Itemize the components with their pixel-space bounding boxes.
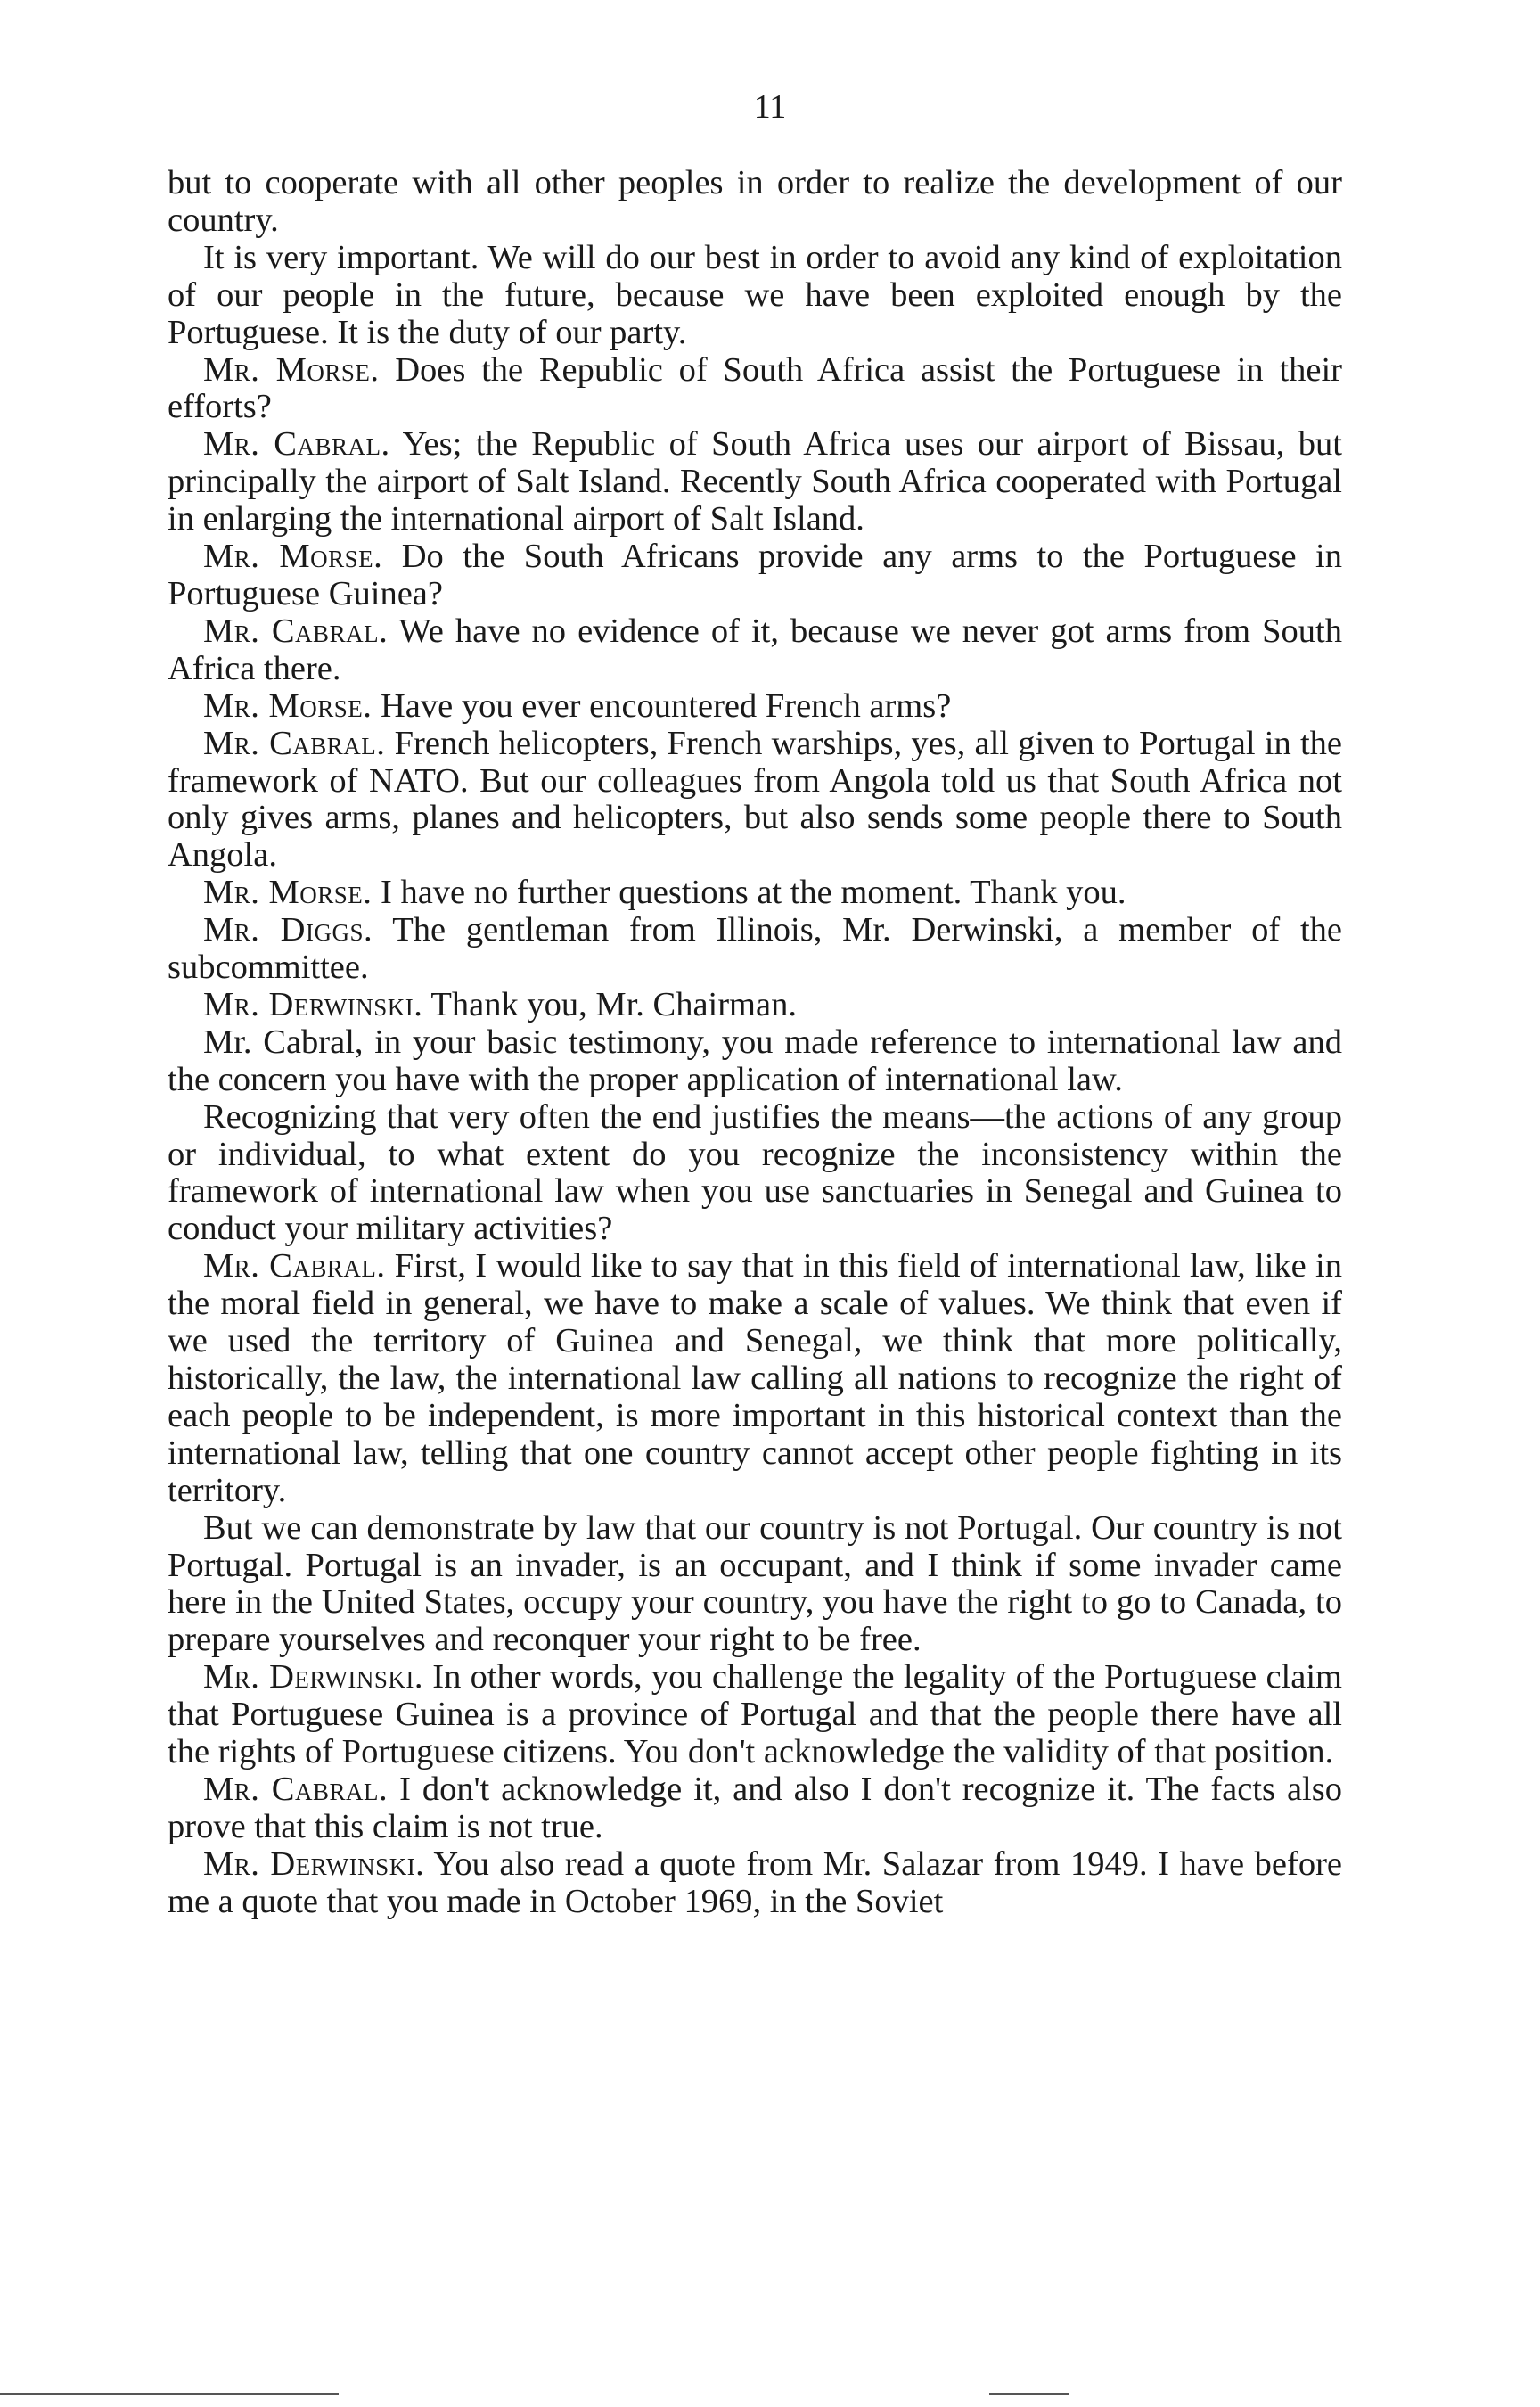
speaker-name: Mr. Derwinski. [203,1844,425,1883]
paragraph [168,912,1342,987]
paragraph [168,426,1342,538]
paragraph-text: You also read a quote from Mr. Salazar from 1949. I have before me a quote that you made in October 1969, in the Soviet [168,1844,1342,1920]
paragraph-text: but to cooperate with all other peoples in order to realize the development of our country. [168,164,1342,239]
speaker-name: Mr. Cabral. [203,425,390,464]
paragraph [168,538,1342,613]
paragraph [168,240,1342,352]
paragraph-text: Recognizing that very often the end justifies the means—the actions of any group or individual, to what extent do you recognize the inconsistency within the framework of international law when you use sanctuaries in Senegal and Guinea to conduct your military activities? [168,1097,1342,1248]
paragraph [168,1510,1342,1660]
paragraph [168,1846,1342,1921]
footer-rule [989,2393,1069,2395]
footer-rule [0,2393,339,2395]
speaker-name: Mr. Derwinski. [203,1658,424,1696]
speaker-name: Mr. Diggs. [203,911,373,949]
paragraph [168,875,1342,912]
speaker-name: Mr. Morse. [203,538,383,576]
paragraph [168,1024,1342,1099]
paragraph-text: It is very important. We will do our best in order to avoid any kind of exploitation of our people in the future, because we have been exploited enough by the Portuguese. It is the duty of our party. [168,238,1342,351]
speaker-name: Mr. Cabral. [203,612,389,650]
paragraph-text: But we can demonstrate by law that our country is not Portugal. Our country is not Portugal. Portugal is an invader, is an occupant, and I think if some invader came here in the United States, occupy your country, you have the right to go to Canada, to prepare yourselves and reconquer your right to be free. [168,1508,1342,1659]
speaker-name: Mr. Cabral. [203,1247,386,1286]
paragraph-text: I have no further questions at the moment. Thank you. [372,874,1126,912]
paragraph [168,987,1342,1024]
paragraph [168,1659,1342,1771]
paragraph-text: Does the Republic of South Africa assist the Portuguese in their efforts? [168,350,1342,426]
paragraph [168,726,1342,875]
paragraph [168,688,1342,726]
body-text [168,165,1342,1921]
paragraph-text: We have no evidence of it, because we never got arms from South Africa there. [168,612,1343,687]
speaker-name: Mr. Morse. [203,350,380,389]
paragraph-text: Do the South Africans provide any arms to the Portuguese in Portuguese Guinea? [168,538,1342,612]
paragraph [168,1248,1342,1509]
paragraph [168,165,1342,240]
paragraph-text: Mr. Cabral, in your basic testimony, you made reference to international law and the concern you have with the proper application of international law. [168,1023,1342,1098]
speaker-name: Mr. Cabral. [203,724,386,762]
paragraph [168,352,1342,427]
paragraph-text: The gentleman from Illinois, Mr. Derwinski, a member of the subcommittee. [168,911,1342,987]
paragraph-text: I don't acknowledge it, and also I don't recognize it. The facts also prove that this claim is not true. [168,1770,1342,1845]
paragraph-text: Yes; the Republic of South Africa uses our airport of Bissau, but principally the airport of Salt Island. Recently South Africa cooperated with Portugal in enlarging the international airport of Salt Island. [168,425,1342,538]
paragraph-text: Have you ever encountered French arms? [372,686,952,725]
speaker-name: Mr. Morse. [203,686,373,725]
paragraph [168,1771,1342,1846]
speaker-name: Mr. Derwinski. [203,985,423,1023]
paragraph-text: First, I would like to say that in this field of international law, like in the moral field in general, we have to make a scale of values. We think that even if we used the territory of Guinea and Senegal, we think that more politically, historically, the law, the international law calling all nations to recognize the right of each people to be independent, is more important in this historical context than the international law, telling that one country cannot accept other people fighting in its territory. [168,1247,1342,1509]
paragraph-text: French helicopters, French warships, yes, all given to Portugal in the framework of NATO. But our colleagues from Angola told us that South Africa not only gives arms, planes and helicopters, but also sends some people there to South Angola. [168,724,1343,875]
paragraph [168,613,1342,688]
page-number: 11 [753,88,787,126]
speaker-name: Mr. Cabral. [203,1770,389,1808]
paragraph [168,1099,1342,1249]
paragraph-text: Thank you, Mr. Chairman. [422,985,797,1023]
paragraph-text: In other words, you challenge the legality of the Portuguese claim that Portuguese Guinea is a province of Portugal and that the people there have all the rights of Portuguese citizens. You don't acknowledge the validity of that position. [168,1658,1342,1771]
speaker-name: Mr. Morse. [203,874,373,912]
